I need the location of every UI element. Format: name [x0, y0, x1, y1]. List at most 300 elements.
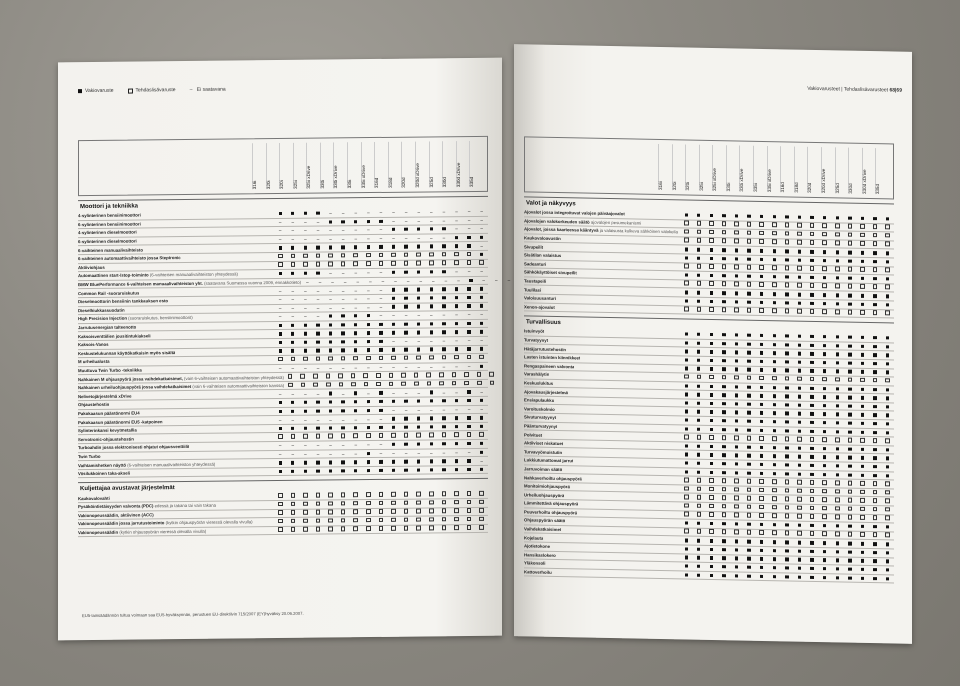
empty-square-icon	[772, 513, 777, 518]
standard-mark	[844, 343, 857, 350]
filled-square-icon	[392, 271, 395, 274]
optional-mark	[337, 509, 350, 516]
standard-mark	[844, 523, 857, 530]
standard-mark	[781, 333, 794, 340]
optional-mark	[755, 222, 768, 229]
model-column	[429, 141, 443, 187]
standard-mark	[793, 274, 806, 281]
unavailable-mark: –	[392, 450, 395, 456]
empty-square-icon	[442, 432, 447, 437]
optional-mark	[743, 478, 756, 485]
standard-mark	[755, 564, 768, 571]
standard-mark	[705, 298, 718, 305]
optional-mark	[680, 220, 693, 227]
optional-mark	[818, 514, 831, 521]
filled-square-icon	[873, 336, 876, 339]
filled-square-icon	[760, 292, 763, 295]
optional-mark	[375, 500, 388, 507]
optional-mark	[349, 356, 362, 363]
unavailable-mark: –	[316, 417, 320, 423]
optional-mark	[362, 500, 375, 507]
filled-square-icon	[773, 446, 776, 449]
filled-square-icon	[722, 462, 725, 465]
standard-mark	[806, 428, 819, 435]
filled-square-icon	[442, 270, 445, 273]
model-column	[442, 141, 456, 187]
filled-square-icon	[480, 253, 483, 256]
optional-mark	[349, 492, 362, 499]
feature-label	[524, 406, 555, 412]
filled-square-icon	[697, 427, 700, 430]
optional-mark	[324, 518, 337, 525]
optional-mark	[718, 374, 731, 381]
filled-square-icon	[735, 300, 738, 303]
empty-square-icon	[366, 356, 371, 361]
optional-mark	[844, 514, 857, 521]
filled-square-icon	[873, 362, 876, 365]
filled-square-icon	[417, 296, 420, 299]
filled-square-icon	[480, 236, 483, 239]
optional-mark	[768, 375, 781, 382]
empty-square-icon	[885, 481, 890, 486]
filled-square-icon	[430, 296, 433, 299]
filled-square-icon	[848, 344, 851, 347]
legend	[78, 87, 226, 95]
optional-mark	[793, 479, 806, 486]
optional-mark	[730, 529, 743, 536]
filled-square-icon	[785, 250, 788, 253]
unavailable-mark: –	[316, 236, 320, 242]
feature-label	[78, 410, 140, 416]
standard-mark	[362, 312, 375, 319]
filled-square-icon	[455, 348, 458, 351]
filled-square-icon	[735, 540, 738, 543]
filled-square-icon	[329, 461, 332, 464]
standard-mark	[743, 332, 756, 339]
standard-mark	[299, 347, 312, 354]
standard-mark	[844, 471, 857, 478]
standard-mark	[375, 390, 388, 397]
standard-mark	[438, 398, 451, 405]
feature-name: Dieselmoottorin bensiinin tankkauksen esto	[78, 298, 169, 305]
feature-name: Nelivetojärjestelmä xDrive	[78, 393, 132, 399]
model-name: 330d xDrive	[455, 162, 461, 188]
filled-square-icon	[823, 473, 826, 476]
empty-square-icon	[366, 501, 371, 506]
unavailable-mark: –	[316, 219, 320, 225]
filled-square-icon	[722, 574, 725, 577]
standard-mark	[324, 330, 337, 337]
standard-mark	[693, 451, 706, 458]
optional-mark	[705, 229, 718, 236]
feature-label	[78, 255, 181, 261]
filled-square-icon	[404, 228, 407, 231]
standard-mark	[881, 258, 894, 265]
empty-square-icon	[860, 438, 865, 443]
optional-mark	[806, 240, 819, 247]
model-column	[685, 144, 699, 190]
filled-square-icon	[798, 293, 801, 296]
empty-square-icon	[684, 529, 689, 534]
feature-name: Ohjaustehostin	[78, 402, 110, 408]
feature-note: ajovalojen pesumekanismi	[589, 219, 642, 226]
empty-square-icon	[709, 307, 714, 312]
filled-square-icon	[873, 474, 876, 477]
empty-square-icon	[278, 254, 283, 259]
standard-mark	[718, 212, 731, 219]
standard-mark	[299, 322, 312, 329]
optional-mark	[438, 491, 451, 498]
optional-mark	[831, 506, 844, 513]
standard-mark	[730, 273, 743, 280]
unavailable-mark: –	[379, 227, 383, 233]
empty-square-icon	[684, 374, 689, 379]
filled-square-icon	[836, 464, 839, 467]
optional-mark	[869, 489, 882, 496]
filled-square-icon	[886, 260, 889, 263]
feature-label	[78, 461, 215, 467]
filled-square-icon	[279, 246, 282, 249]
optional-mark	[818, 266, 831, 273]
unavailable-mark: –	[467, 363, 471, 370]
standard-mark	[450, 466, 463, 473]
filled-square-icon	[455, 459, 458, 462]
optional-mark	[869, 481, 882, 488]
standard-mark	[831, 463, 844, 470]
filled-square-icon	[773, 549, 776, 552]
feature-name: Varoituskolmio	[524, 406, 555, 412]
standard-mark	[806, 402, 819, 409]
standard-mark	[881, 386, 894, 393]
standard-mark	[412, 441, 425, 448]
filled-square-icon	[773, 301, 776, 304]
unavailable-mark: –	[392, 407, 395, 413]
standard-mark	[881, 429, 894, 436]
optional-mark	[768, 487, 781, 494]
optional-mark	[387, 491, 400, 498]
empty-square-icon	[835, 224, 840, 229]
filled-square-icon	[848, 277, 851, 280]
standard-mark	[755, 538, 768, 545]
optional-mark	[385, 381, 398, 388]
empty-square-icon	[848, 241, 853, 246]
optional-mark	[730, 486, 743, 493]
unavailable-mark: –	[341, 451, 345, 457]
empty-square-icon	[848, 481, 853, 486]
standard-mark	[730, 332, 743, 339]
filled-square-icon	[697, 556, 700, 559]
empty-square-icon	[734, 496, 739, 501]
optional-mark	[818, 232, 831, 239]
standard-mark	[349, 399, 362, 406]
standard-mark	[693, 331, 706, 338]
standard-mark	[806, 248, 819, 255]
empty-square-icon	[303, 253, 308, 258]
filled-square-icon	[810, 472, 813, 475]
empty-square-icon	[404, 509, 409, 514]
optional-mark	[448, 372, 461, 379]
standard-mark	[881, 369, 894, 376]
optional-mark	[730, 238, 743, 245]
optional-mark	[856, 506, 869, 513]
standard-mark	[768, 213, 781, 220]
standard-mark	[818, 351, 831, 358]
optional-mark	[781, 496, 794, 503]
empty-square-icon	[278, 357, 283, 362]
filled-square-icon	[685, 539, 688, 542]
standard-mark	[869, 420, 882, 427]
standard-mark	[844, 292, 857, 299]
standard-mark	[412, 243, 425, 250]
standard-mark	[755, 384, 768, 391]
optional-mark	[337, 261, 350, 268]
empty-square-icon	[303, 262, 308, 267]
empty-square-icon	[885, 507, 890, 512]
standard-mark	[831, 445, 844, 452]
feature-name: Aktiiviset niskatuet	[524, 440, 564, 447]
optional-mark	[705, 477, 718, 484]
optional-mark	[856, 241, 869, 248]
optional-mark	[881, 241, 894, 248]
filled-square-icon	[861, 559, 864, 562]
filled-square-icon	[798, 403, 801, 406]
filled-square-icon	[823, 455, 826, 458]
filled-square-icon	[810, 369, 813, 372]
filled-square-icon	[367, 348, 370, 351]
standard-mark	[375, 321, 388, 328]
standard-mark	[274, 322, 287, 329]
empty-square-icon	[747, 375, 752, 380]
filled-square-icon	[304, 341, 307, 344]
optional-mark	[806, 231, 819, 238]
filled-square-icon	[760, 471, 763, 474]
standard-mark	[475, 466, 488, 473]
feature-name: Turvatyynyt	[524, 337, 549, 343]
empty-square-icon	[747, 308, 752, 313]
standard-mark	[299, 339, 312, 346]
filled-square-icon	[773, 575, 776, 578]
feature-label	[78, 393, 132, 399]
empty-square-icon	[709, 478, 714, 483]
empty-square-icon	[835, 284, 840, 289]
filled-square-icon	[480, 416, 483, 419]
standard-mark	[324, 459, 337, 466]
empty-square-icon	[291, 262, 296, 267]
feature-name: Ajovalot jossa integroituvat valojen päiväajovalot	[524, 209, 625, 217]
filled-square-icon	[873, 525, 876, 528]
standard-mark	[718, 538, 731, 545]
unavailable-mark: –	[367, 270, 370, 276]
standard-mark	[831, 428, 844, 435]
standard-mark	[869, 352, 882, 359]
feature-name: Servotronic-ohjaustehostin	[78, 436, 134, 442]
standard-mark	[680, 382, 693, 389]
filled-square-icon	[810, 455, 813, 458]
optional-mark	[869, 267, 882, 274]
filled-square-icon	[836, 413, 839, 416]
unavailable-mark: –	[354, 210, 358, 216]
standard-mark	[781, 341, 794, 348]
optional-mark	[463, 354, 476, 361]
optional-mark	[312, 492, 325, 499]
filled-square-icon	[836, 251, 839, 254]
model-column	[699, 145, 713, 191]
section-heading: Valot ja näkyvyys	[524, 196, 894, 215]
unavailable-mark: –	[329, 305, 332, 311]
filled-square-icon	[836, 259, 839, 262]
empty-square-icon	[747, 479, 752, 484]
standard-mark	[831, 411, 844, 418]
empty-square-icon	[734, 308, 739, 313]
filled-square-icon	[886, 362, 889, 365]
unavailable-mark: –	[480, 389, 483, 395]
empty-square-icon	[697, 221, 702, 226]
standard-mark	[755, 367, 768, 374]
optional-mark	[362, 509, 375, 516]
filled-square-icon	[710, 470, 713, 473]
filled-square-icon	[848, 550, 851, 553]
optional-mark	[755, 487, 768, 494]
standard-mark	[781, 539, 794, 546]
filled-square-icon	[798, 421, 801, 424]
unavailable-mark: –	[354, 365, 358, 371]
standard-mark	[718, 469, 731, 476]
standard-mark	[730, 409, 743, 416]
filled-square-icon	[886, 295, 889, 298]
model-column-header	[78, 136, 488, 196]
empty-square-icon	[747, 231, 752, 236]
empty-square-icon	[454, 260, 459, 265]
empty-square-icon	[822, 489, 827, 494]
feature-label	[524, 466, 562, 472]
filled-square-icon	[279, 272, 282, 275]
feature-name: 4-sylinterinen dieselmoottori	[78, 229, 137, 236]
standard-mark	[806, 574, 819, 581]
empty-square-icon	[328, 253, 333, 258]
empty-square-icon	[873, 490, 878, 495]
filled-square-icon	[467, 236, 470, 239]
standard-mark	[324, 313, 337, 320]
standard-mark	[718, 273, 731, 280]
brochure-right-page	[514, 44, 912, 644]
optional-mark	[768, 282, 781, 289]
unavailable-mark: –	[457, 278, 460, 284]
filled-square-icon	[735, 411, 738, 414]
standard-mark	[793, 410, 806, 417]
optional-mark	[755, 308, 768, 315]
optional-mark	[718, 264, 731, 271]
standard-mark	[768, 401, 781, 408]
filled-square-icon	[417, 245, 420, 248]
unavailable-mark: –	[367, 210, 370, 216]
empty-square-icon	[772, 436, 777, 441]
empty-square-icon	[353, 492, 358, 497]
optional-mark	[693, 529, 706, 536]
filled-square-icon	[861, 217, 864, 220]
standard-mark	[844, 368, 857, 375]
empty-square-icon	[697, 238, 702, 243]
empty-square-icon	[722, 478, 727, 483]
standard-mark	[806, 539, 819, 546]
filled-square-icon	[722, 419, 725, 422]
optional-mark	[743, 435, 756, 442]
filled-square-icon	[279, 212, 282, 215]
standard-mark	[705, 247, 718, 254]
filled-square-icon	[810, 558, 813, 561]
empty-square-icon	[835, 532, 840, 537]
unavailable-mark: –	[467, 338, 471, 344]
unavailable-mark: –	[379, 287, 383, 293]
filled-square-icon	[442, 330, 445, 333]
filled-square-icon	[404, 245, 407, 248]
filled-square-icon	[836, 559, 839, 562]
filled-square-icon	[861, 568, 864, 571]
filled-square-icon	[467, 244, 470, 247]
filled-square-icon	[873, 303, 876, 306]
filled-square-icon	[760, 351, 763, 354]
empty-square-icon	[454, 432, 459, 437]
empty-square-icon	[490, 380, 495, 385]
standard-mark	[705, 212, 718, 219]
filled-square-icon	[367, 409, 370, 412]
filled-square-icon	[873, 465, 876, 468]
standard-mark	[412, 286, 425, 293]
optional-mark	[831, 488, 844, 495]
filled-square-icon	[697, 419, 700, 422]
empty-square-icon	[341, 262, 346, 267]
filled-square-icon	[697, 341, 700, 344]
empty-square-icon	[885, 285, 890, 290]
empty-square-icon	[835, 241, 840, 246]
standard-mark	[337, 399, 350, 406]
standard-mark	[818, 462, 831, 469]
standard-mark	[818, 402, 831, 409]
optional-mark	[349, 526, 362, 533]
filled-square-icon	[873, 422, 876, 425]
model-column	[293, 143, 307, 189]
standard-mark	[844, 403, 857, 410]
unavailable-mark: –	[356, 279, 360, 285]
filled-square-icon	[810, 524, 813, 527]
standard-mark	[806, 359, 819, 366]
empty-square-icon	[759, 222, 764, 227]
optional-mark	[781, 513, 794, 520]
optional-mark	[375, 492, 388, 499]
empty-square-icon	[722, 221, 727, 226]
feature-name: Vaihdekatkaisimet	[524, 526, 562, 533]
standard-mark	[274, 459, 287, 466]
optional-mark	[337, 253, 350, 260]
standard-mark	[475, 363, 488, 370]
standard-mark	[680, 425, 693, 432]
filled-square-icon	[773, 463, 776, 466]
standard-mark	[705, 538, 718, 545]
empty-square-icon	[341, 518, 346, 523]
standard-mark	[412, 398, 425, 405]
feature-label	[78, 272, 238, 279]
standard-mark	[818, 257, 831, 264]
empty-square-icon	[709, 264, 714, 269]
empty-square-icon	[391, 356, 396, 361]
optional-mark	[781, 222, 794, 229]
standard-mark	[375, 244, 388, 251]
standard-mark	[362, 244, 375, 251]
filled-square-icon	[773, 258, 776, 261]
empty-square-icon	[353, 509, 358, 514]
filled-square-icon	[341, 246, 344, 249]
optional-mark	[818, 480, 831, 487]
filled-square-icon	[886, 371, 889, 374]
